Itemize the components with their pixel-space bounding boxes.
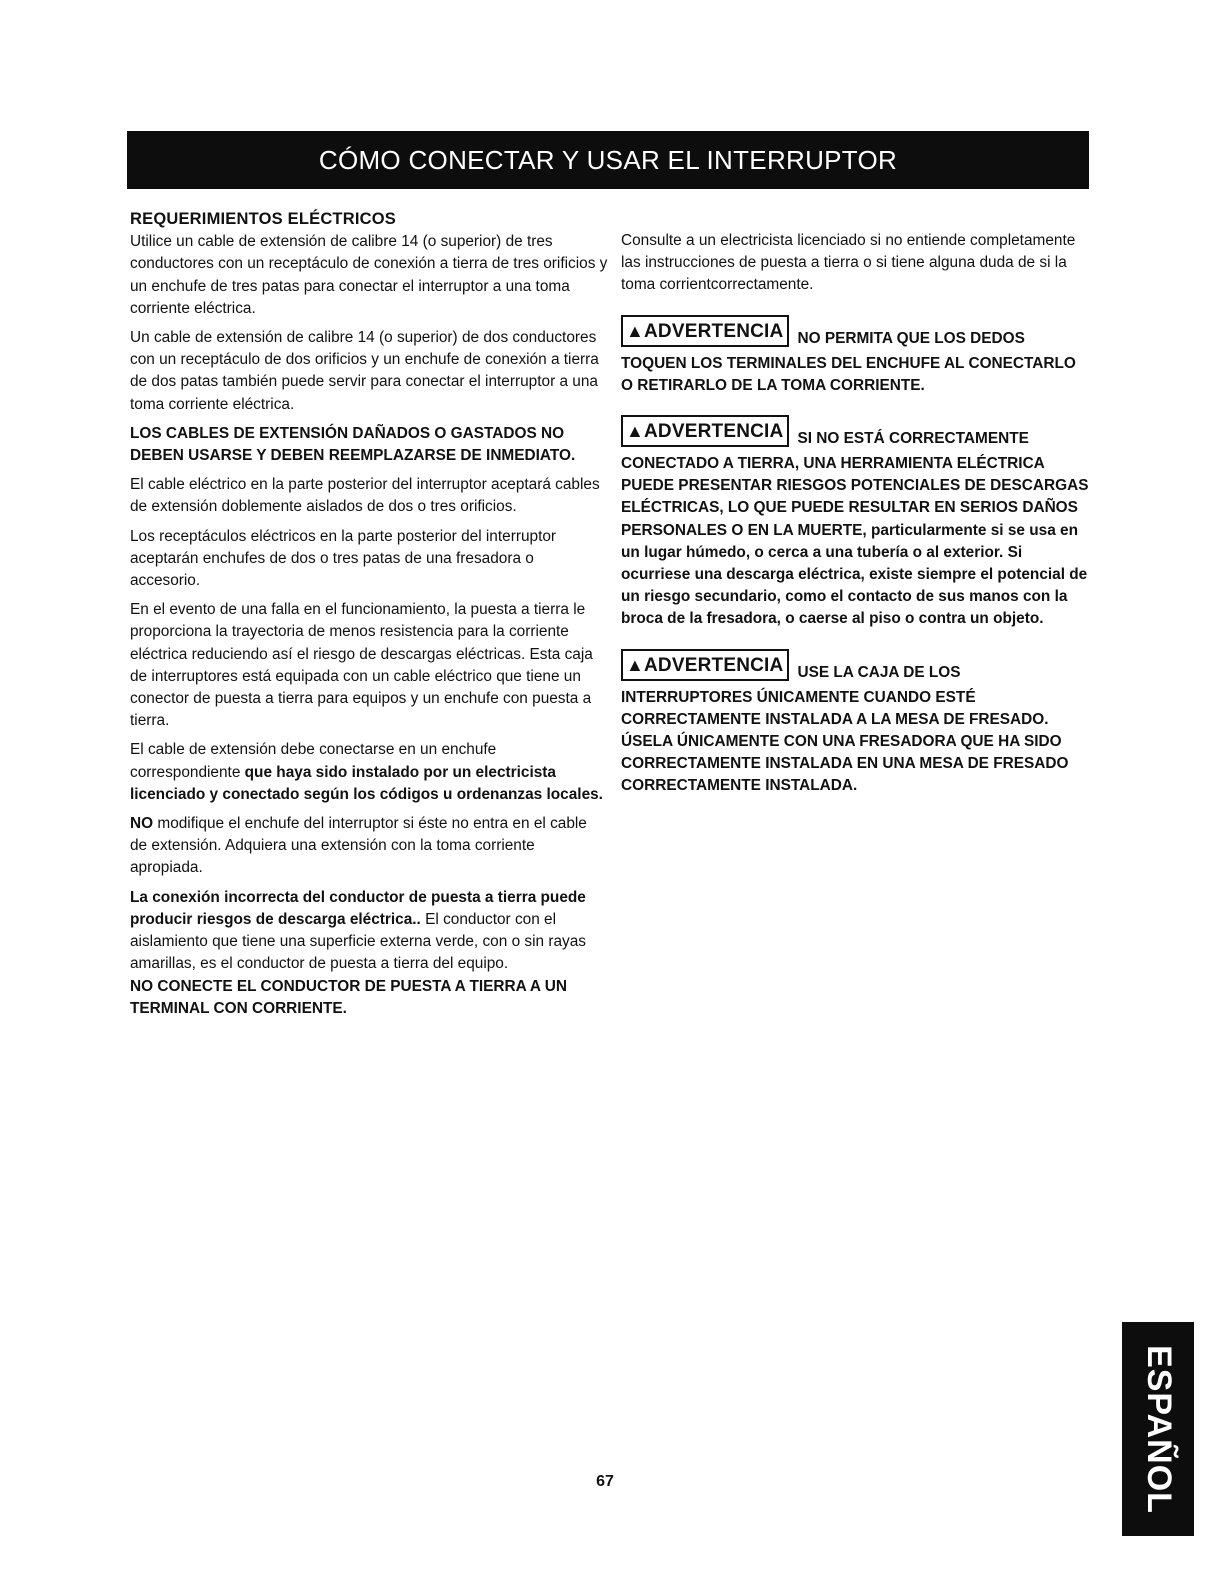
left-column bbox=[130, 208, 608, 1027]
outlet-text-bold: que haya sido instalado por un electricista licenciado y conectado según los códigos u ordenanzas locales. bbox=[130, 763, 603, 803]
section-banner bbox=[127, 131, 1089, 189]
warning-label-text: ADVERTENCIA bbox=[644, 320, 784, 342]
paragraph-receptacles: Los receptáculos eléctricos en la parte posterior del interruptor aceptarán enchufes de dos o tres patas de una fresadora o accesorio. bbox=[130, 527, 557, 590]
warning-label-text: ADVERTENCIA bbox=[644, 421, 784, 443]
warning-fingers bbox=[621, 321, 1091, 397]
warning-fingers-text: NO PERMITA QUE LOS DEDOS TOQUEN LOS TERMINALES DEL ENCHUFE AL CONECTARLO O RETIRARLO DE LA TOMA CORRIENTE. bbox=[621, 329, 1076, 394]
electrical-requirements-heading: REQUERIMIENTOS ELÉCTRICOS bbox=[130, 210, 396, 228]
paragraph-two-conductor: Un cable de extensión de calibre 14 (o superior) de dos conductores con un receptáculo de dos orificios y un enchufe de conexión a tierra de dos patas también puede servir para conectar el interruptor a una toma corriente eléctrica. bbox=[130, 329, 599, 413]
warning-grounding-text: SI NO ESTÁ CORRECTAMENTE CONECTADO A TIERRA, UNA HERRAMIENTA ELÉCTRICA PUEDE PRESENTAR RIESGOS POTENCIALES DE DESCARGAS ELÉCTRICAS, LO QUE PUEDE RESULTAR EN SERIOS DAÑOS PERSONALES O EN LA MUERTE, particularmente si se usa en un lugar húmedo, o cerca a una tubería o al exterior. Si ocurriese una descarga eléctrica, existe siempre el potencial de un riesgo secundario, como el contacto de sus manos con la broca de la fresadora, o caerse al piso o contra un objeto. bbox=[621, 430, 1089, 628]
warning-router-table-text: USE LA CAJA DE LOS INTERRUPTORES ÚNICAMENTE CUANDO ESTÉ CORRECTAMENTE INSTALADA A LA MESA DE FRESADO. ÚSELA ÚNICAMENTE CON UNA FRESADORA QUE HA SIDO CORRECTAMENTE INSTALADA EN UNA MESA DE FRESADO CORRECTAMENTE INSTALADA. bbox=[621, 663, 1069, 795]
paragraph-double-insulated: El cable eléctrico en la parte posterior del interruptor aceptará cables de extensión doblemente aislados de dos o tres orificios. bbox=[130, 476, 600, 516]
language-tab bbox=[1122, 1322, 1194, 1536]
warning-label bbox=[621, 415, 789, 447]
warning-label bbox=[621, 649, 789, 681]
do-not-connect-notice: NO CONECTE EL CONDUCTOR DE PUESTA A TIERRA A UN TERMINAL CON CORRIENTE. bbox=[130, 977, 567, 1017]
page-number: 67 bbox=[596, 1473, 614, 1490]
paragraph-incorrect-connection bbox=[130, 887, 608, 976]
no-emphasis: NO bbox=[130, 815, 154, 833]
paragraph-outlet bbox=[130, 739, 608, 806]
warning-grounding bbox=[621, 421, 1091, 631]
paragraph-three-conductor: Utilice un cable de extensión de calibre 14 (o superior) de tres conductores con un receptáculo de conexión a tierra de tres orificios y un enchufe de tres patas para conectar el interruptor a una toma corriente eléctrica. bbox=[130, 233, 608, 317]
paragraph-do-not-modify bbox=[130, 813, 608, 880]
warning-triangle-icon: ▲ bbox=[626, 320, 645, 341]
paragraph-consult-electrician: Consulte a un electricista licenciado si no entiende completamente las instrucciones de puesta a tierra o si tiene alguna duda de si la toma corrientcorrectamente. bbox=[621, 232, 1076, 294]
section-title: CÓMO CONECTAR Y USAR EL INTERRUPTOR bbox=[318, 144, 898, 175]
do-not-modify-text: modifique el enchufe del interruptor si éste no entra en el cable de extensión. Adquiera una extensión con la toma corriente apropiada. bbox=[130, 815, 587, 877]
outlet-text: El cable de extensión debe conectarse en un enchufe correspondiente bbox=[130, 741, 497, 781]
warning-router-table bbox=[621, 655, 1091, 798]
paragraph-grounding: En el evento de una falla en el funcionamiento, la puesta a tierra le proporciona la trayectoria de menos resistencia para la corriente eléctrica reduciendo así el riesgo de descargas eléctricas. Esta caja de interruptores está equipada con un cable eléctrico que tiene un conector de puesta a tierra para equipos y un enchufe con puesta a tierra. bbox=[130, 601, 593, 730]
right-column bbox=[621, 230, 1091, 798]
damaged-cables-notice: LOS CABLES DE EXTENSIÓN DAÑADOS O GASTADOS NO DEBEN USARSE Y DEBEN REEMPLAZARSE DE INMEDIATO. bbox=[130, 424, 576, 465]
language-tab-text: ESPAÑOL bbox=[1139, 1344, 1178, 1514]
conductor-description: El conductor con el aislamiento que tiene una superficie externa verde, con o sin rayas amarillas, es el conductor de puesta a tierra del equipo. bbox=[130, 910, 587, 973]
warning-label-text: ADVERTENCIA bbox=[644, 654, 784, 676]
warning-label bbox=[621, 315, 789, 347]
incorrect-connection-bold: La conexión incorrecta del conductor de puesta a tierra puede producir riesgos de descarga eléctrica.. bbox=[130, 888, 586, 928]
warning-triangle-icon: ▲ bbox=[626, 654, 645, 675]
warning-triangle-icon: ▲ bbox=[626, 421, 645, 442]
